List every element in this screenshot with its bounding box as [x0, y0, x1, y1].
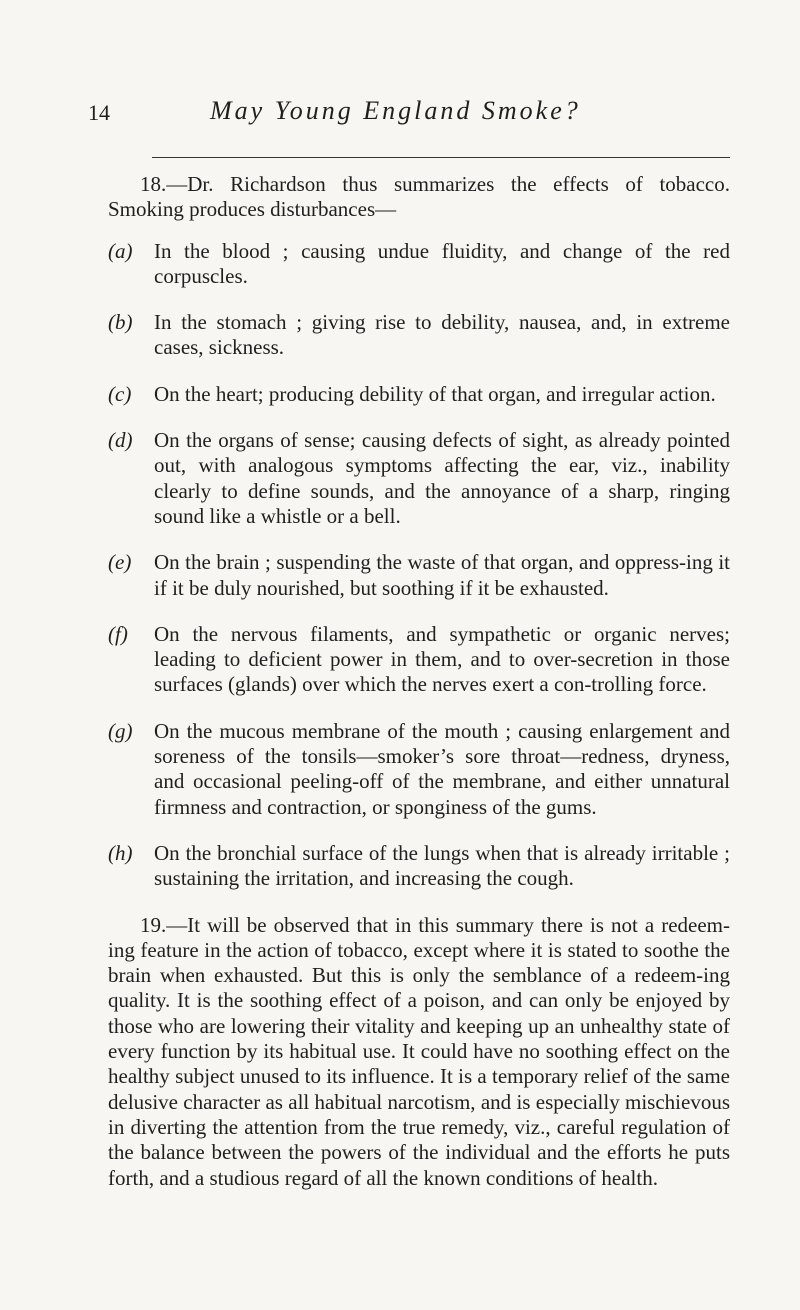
list-item-d [108, 428, 730, 529]
item-text: On the bronchial surface of the lungs when that is already irritable ; sustaining the irritation, and increasing the cough. [154, 840, 730, 891]
item-label: (a) [108, 238, 133, 263]
item-label: (d) [108, 428, 133, 453]
item-text: On the brain ; suspending the waste of that organ, and oppress-ing it if it be duly nourished, but soothing if it be exhausted. [154, 550, 730, 600]
list-item-h [108, 841, 730, 892]
list-item-f [108, 622, 730, 698]
item-text: In the blood ; causing undue fluidity, and change of the red corpuscles. [154, 238, 730, 288]
header-rule [152, 157, 730, 158]
item-label: (f) [108, 621, 128, 646]
item-label: (b) [108, 310, 133, 335]
closing-paragraph: 19.—It will be observed that in this summary there is not a redeem-ing feature in the action of tobacco, except where it is stated to soothe the brain when exhausted. But this is only the semblance of a redeem-ing quality. It is the soothing effect of a poison, and can only be enjoyed by those who are lowering their vitality and keeping up an unhealthy state of every function by its habitual use. It could have no soothing effect on the healthy subject unused to its influence. It is a temporary relief of the same delusive character as all habitual narcotism, and is especially mischievous in diverting the attention from the true remedy, viz., careful regulation of the balance between the powers of the individual and the efforts he puts forth, and a studious regard of all the known conditions of health. [108, 912, 730, 1190]
list-item-e [108, 550, 730, 601]
page-body [108, 172, 730, 1207]
item-text: On the mucous membrane of the mouth ; causing enlargement and soreness of the tonsils—smoker’s sore throat—redness, dryness, and occasional peeling-off of the membrane, and either unnatural firmness and contraction, or sponginess of the gums. [154, 718, 730, 819]
running-title: May Young England Smoke? [210, 96, 581, 125]
page-header [80, 96, 740, 140]
item-text: On the heart; producing debility of that organ, and irregular action. [154, 381, 716, 406]
item-text: On the nervous filaments, and sympathetic or organic nerves; leading to deficient power in them, and to over-secretion in those surfaces (glands) over which the nerves exert a con-trolling force. [154, 621, 730, 697]
item-label: (h) [108, 840, 133, 865]
page-number: 14 [88, 100, 110, 125]
item-label: (g) [108, 718, 133, 743]
intro-paragraph: 18.—Dr. Richardson thus summarizes the effects of tobacco. Smoking produces disturbances— [108, 172, 730, 222]
item-text: In the stomach ; giving rise to debility, nausea, and, in extreme cases, sickness. [154, 310, 730, 360]
item-label: (e) [108, 550, 132, 575]
list-item-g [108, 719, 730, 820]
item-label: (c) [108, 381, 132, 406]
list-item-c [108, 382, 730, 407]
item-text: On the organs of sense; causing defects of sight, as already pointed out, with analogous symptoms affecting the ear, viz., inability clearly to define sounds, and the annoyance of a sharp, ringing sound like a whistle or a bell. [154, 428, 730, 528]
list-item-b [108, 310, 730, 361]
list-item-a [108, 239, 730, 290]
